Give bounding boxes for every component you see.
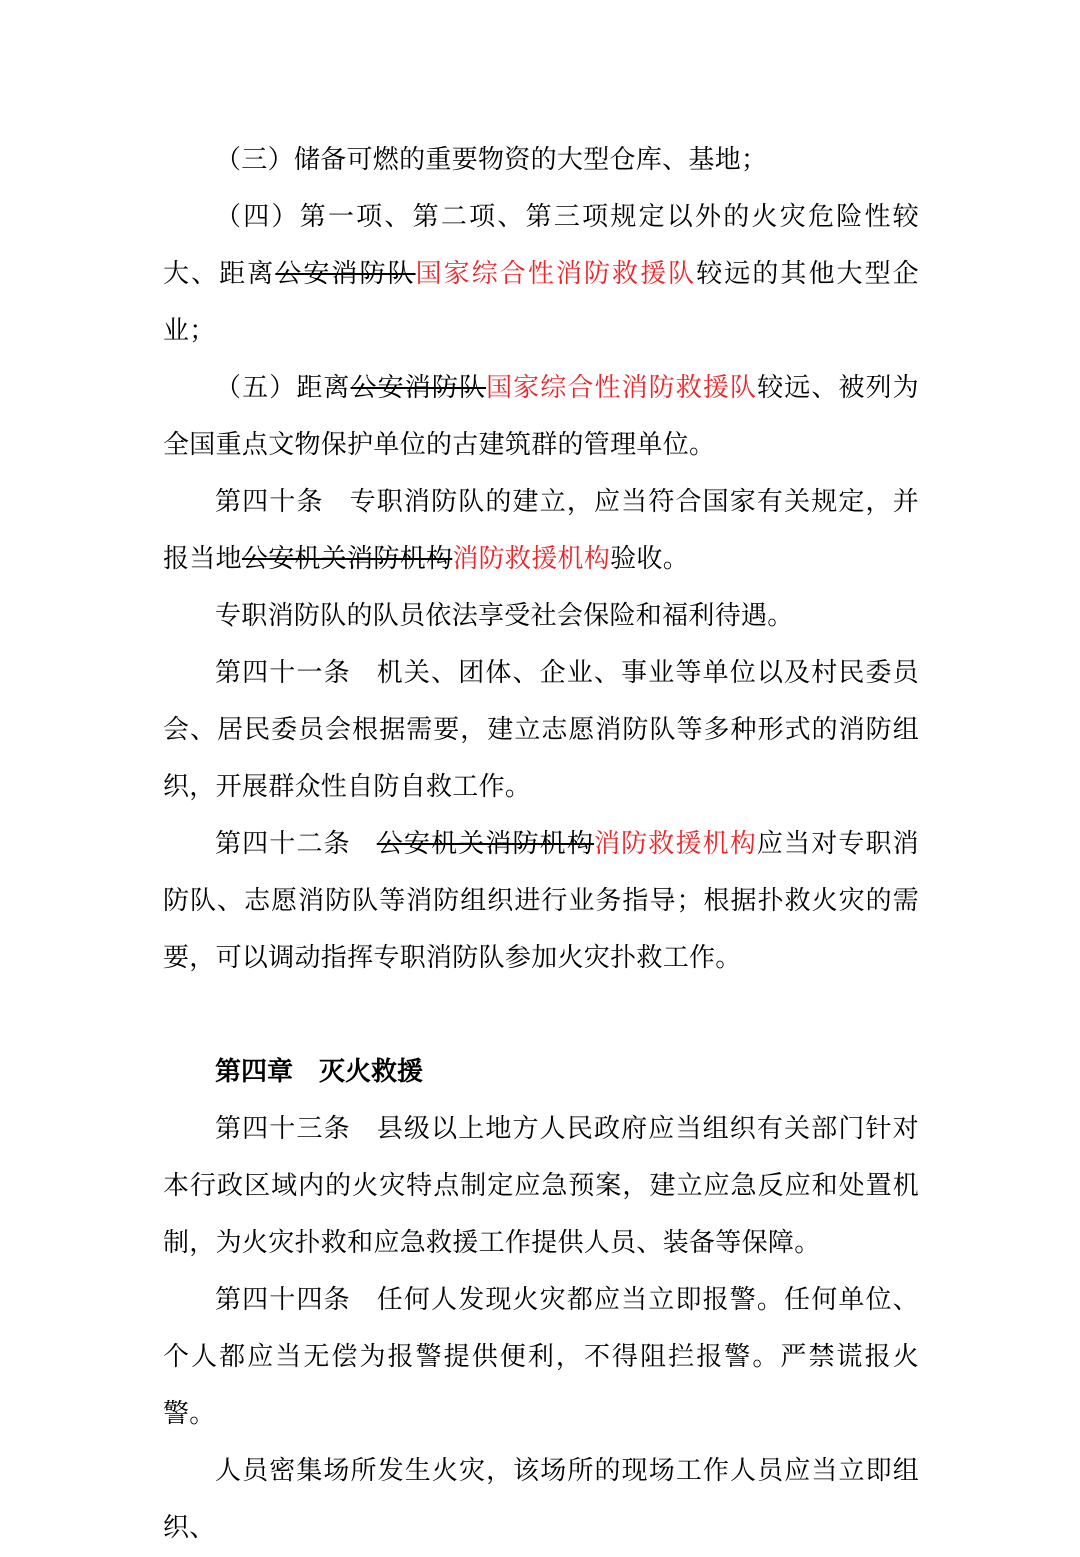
- article-40: [163, 474, 919, 588]
- article-label: 第四十条: [215, 487, 324, 517]
- chapter-title: 灭火救援: [319, 1057, 424, 1087]
- deleted-text: 公安机关消防机构: [376, 829, 594, 859]
- inserted-text: 国家综合性消防救援队: [486, 373, 758, 403]
- article-label: 第四十二条: [215, 829, 351, 859]
- paragraph-item-4: [163, 189, 919, 360]
- paragraph-text: （五）距离: [215, 373, 351, 403]
- paragraph-text: 应当对专职消防队、志愿消防队等消防组织进行业务指导；根据扑救火灾的需要，可以调动指挥专职消防队参加火灾扑救工作。: [163, 829, 919, 973]
- deleted-text: 公安消防队: [275, 259, 416, 289]
- paragraph-text: 任何人发现火灾都应当立即报警。任何单位、个人都应当无偿为报警提供便利，不得阻拦报警。严禁谎报火警。: [163, 1285, 919, 1429]
- article-42: [163, 816, 919, 987]
- deleted-text: 公安机关消防机构: [241, 544, 453, 574]
- inserted-text: 消防救援机构: [593, 829, 757, 859]
- chapter-label: 第四章: [215, 1057, 294, 1087]
- paragraph-text: 验收。: [610, 544, 690, 574]
- paragraph-text: 较远的其他大型企业；: [163, 259, 919, 346]
- article-label: 第四十一条: [215, 658, 351, 688]
- paragraph-text: 专职消防队的建立，应当符合国家有关规定，并报当地: [163, 487, 919, 574]
- paragraph-item-3: [163, 132, 919, 189]
- article-44-para-2: [163, 1443, 919, 1557]
- article-41: [163, 645, 919, 816]
- article-43: [163, 1101, 919, 1272]
- deleted-text: 公安消防队: [350, 373, 487, 403]
- article-label: 第四十三条: [215, 1114, 351, 1144]
- paragraph-text: （四）第一项、第二项、第三项规定以外的火灾危险性较大、距离: [163, 202, 919, 289]
- article-44: [163, 1272, 919, 1443]
- paragraph-text: 较远、被列为全国重点文物保护单位的古建筑群的管理单位。: [163, 373, 919, 460]
- chapter-heading: [163, 1044, 919, 1101]
- paragraph-item-5: [163, 360, 919, 474]
- inserted-text: 消防救援机构: [452, 544, 611, 574]
- paragraph-text: 县级以上地方人民政府应当组织有关部门针对本行政区域内的火灾特点制定应急预案，建立应急反应和处置机制，为火灾扑救和应急救援工作提供人员、装备等保障。: [163, 1114, 919, 1258]
- article-label: 第四十四条: [215, 1285, 351, 1315]
- paragraph-text: 专职消防队的队员依法享受社会保险和福利待遇。: [215, 601, 794, 631]
- document-page: [163, 132, 919, 1557]
- paragraph-text: （三）储备可燃的重要物资的大型仓库、基地；: [215, 145, 768, 175]
- article-40-para-2: [163, 588, 919, 645]
- paragraph-text: 机关、团体、企业、事业等单位以及村民委员会、居民委员会根据需要，建立志愿消防队等多种形式的消防组织，开展群众性自防自救工作。: [163, 658, 919, 802]
- paragraph-text: 人员密集场所发生火灾，该场所的现场工作人员应当立即组织、: [163, 1456, 919, 1543]
- inserted-text: 国家综合性消防救援队: [415, 259, 697, 289]
